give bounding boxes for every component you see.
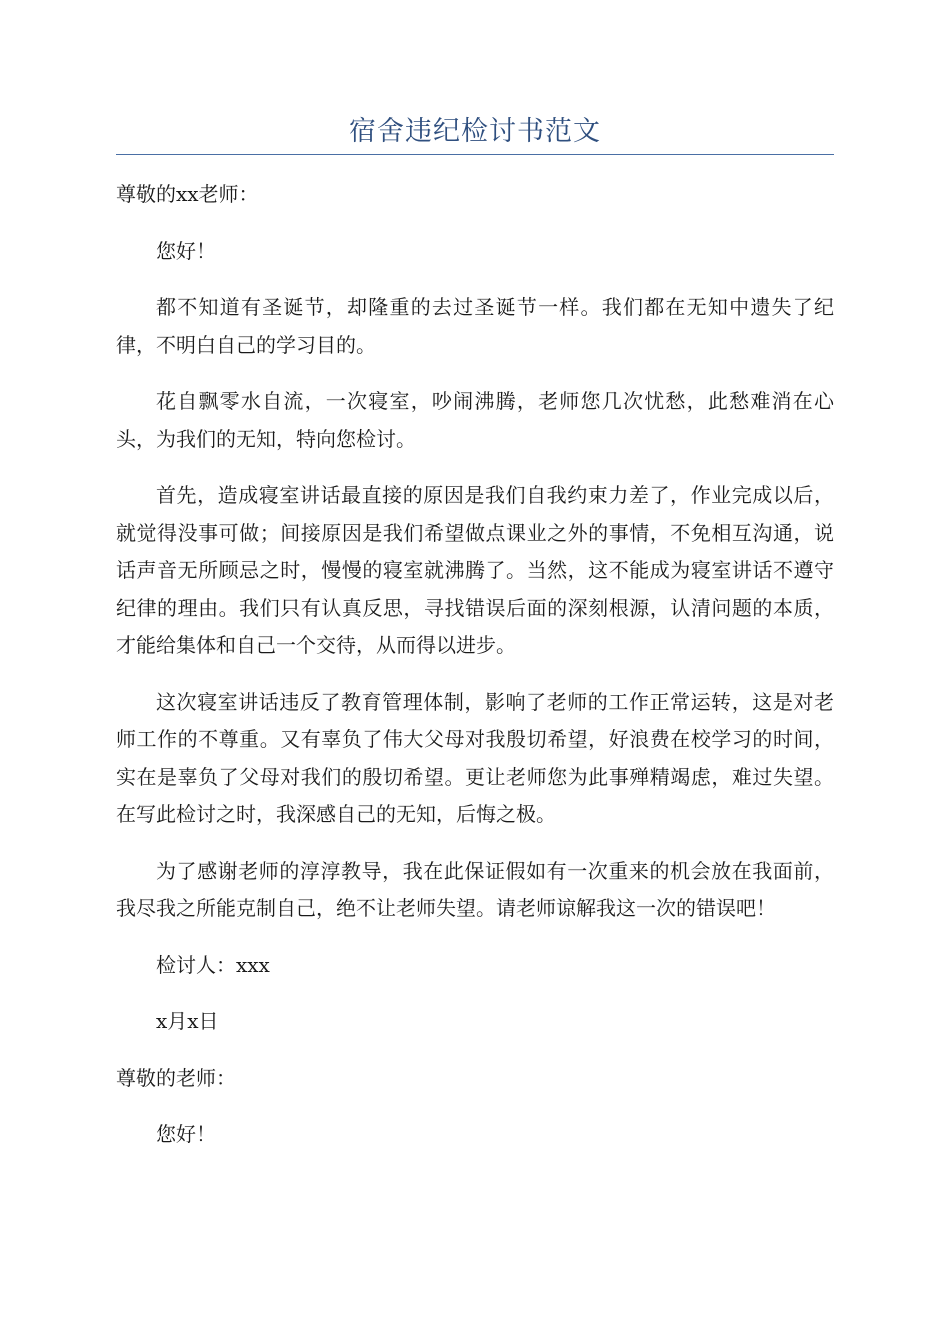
title-underline [116, 154, 834, 155]
greeting: 您好！ [156, 238, 216, 263]
body-paragraph: 首先，造成寝室讲话最直接的原因是我们自我约束力差了，作业完成以后，就觉得没事可做；间接原因是我们希望做点课业之外的事情，不免相互沟通，说话声音无所顾忌之时，慢慢的寝室就沸腾了。当然，这不能成为寝室讲话不遵守纪律的理由。我们只有认真反思，寻找错误后面的深刻根源，认清问题的本质，才能给集体和自己一个交待，从而得以进步。 [116, 483, 834, 657]
body-paragraph: 这次寝室讲话违反了教育管理体制，影响了老师的工作正常运转，这是对老师工作的不尊重。又有辜负了伟大父母对我殷切希望，好浪费在校学习的时间，实在是辜负了父母对我们的殷切希望。更让老师您为此事殚精竭虑，难过失望。在写此检讨之时，我深感自己的无知，后悔之极。 [116, 689, 834, 826]
document-title: 宿舍违纪检讨书范文 [349, 116, 601, 147]
greeting: 您好！ [156, 1122, 216, 1146]
document-body [116, 176, 834, 1173]
body-paragraph: 为了感谢老师的淳淳教导，我在此保证假如有一次重来的机会放在我面前，我尽我之所能克制自己，绝不让老师失望。请老师谅解我这一次的错误吧！ [116, 858, 834, 920]
salutation: 尊敬的xx老师： [116, 182, 259, 206]
signature-line: 检讨人：xxx [156, 952, 270, 977]
date-line: x月x日 [156, 1009, 219, 1033]
body-paragraph: 都不知道有圣诞节，却隆重的去过圣诞节一样。我们都在无知中遗失了纪律，不明白自己的学习目的。 [116, 295, 834, 357]
body-paragraph: 花自飘零水自流，一次寝室，吵闹沸腾，老师您几次忧愁，此愁难消在心头，为我们的无知，特向您检讨。 [116, 389, 834, 451]
salutation: 尊敬的老师： [116, 1065, 236, 1090]
